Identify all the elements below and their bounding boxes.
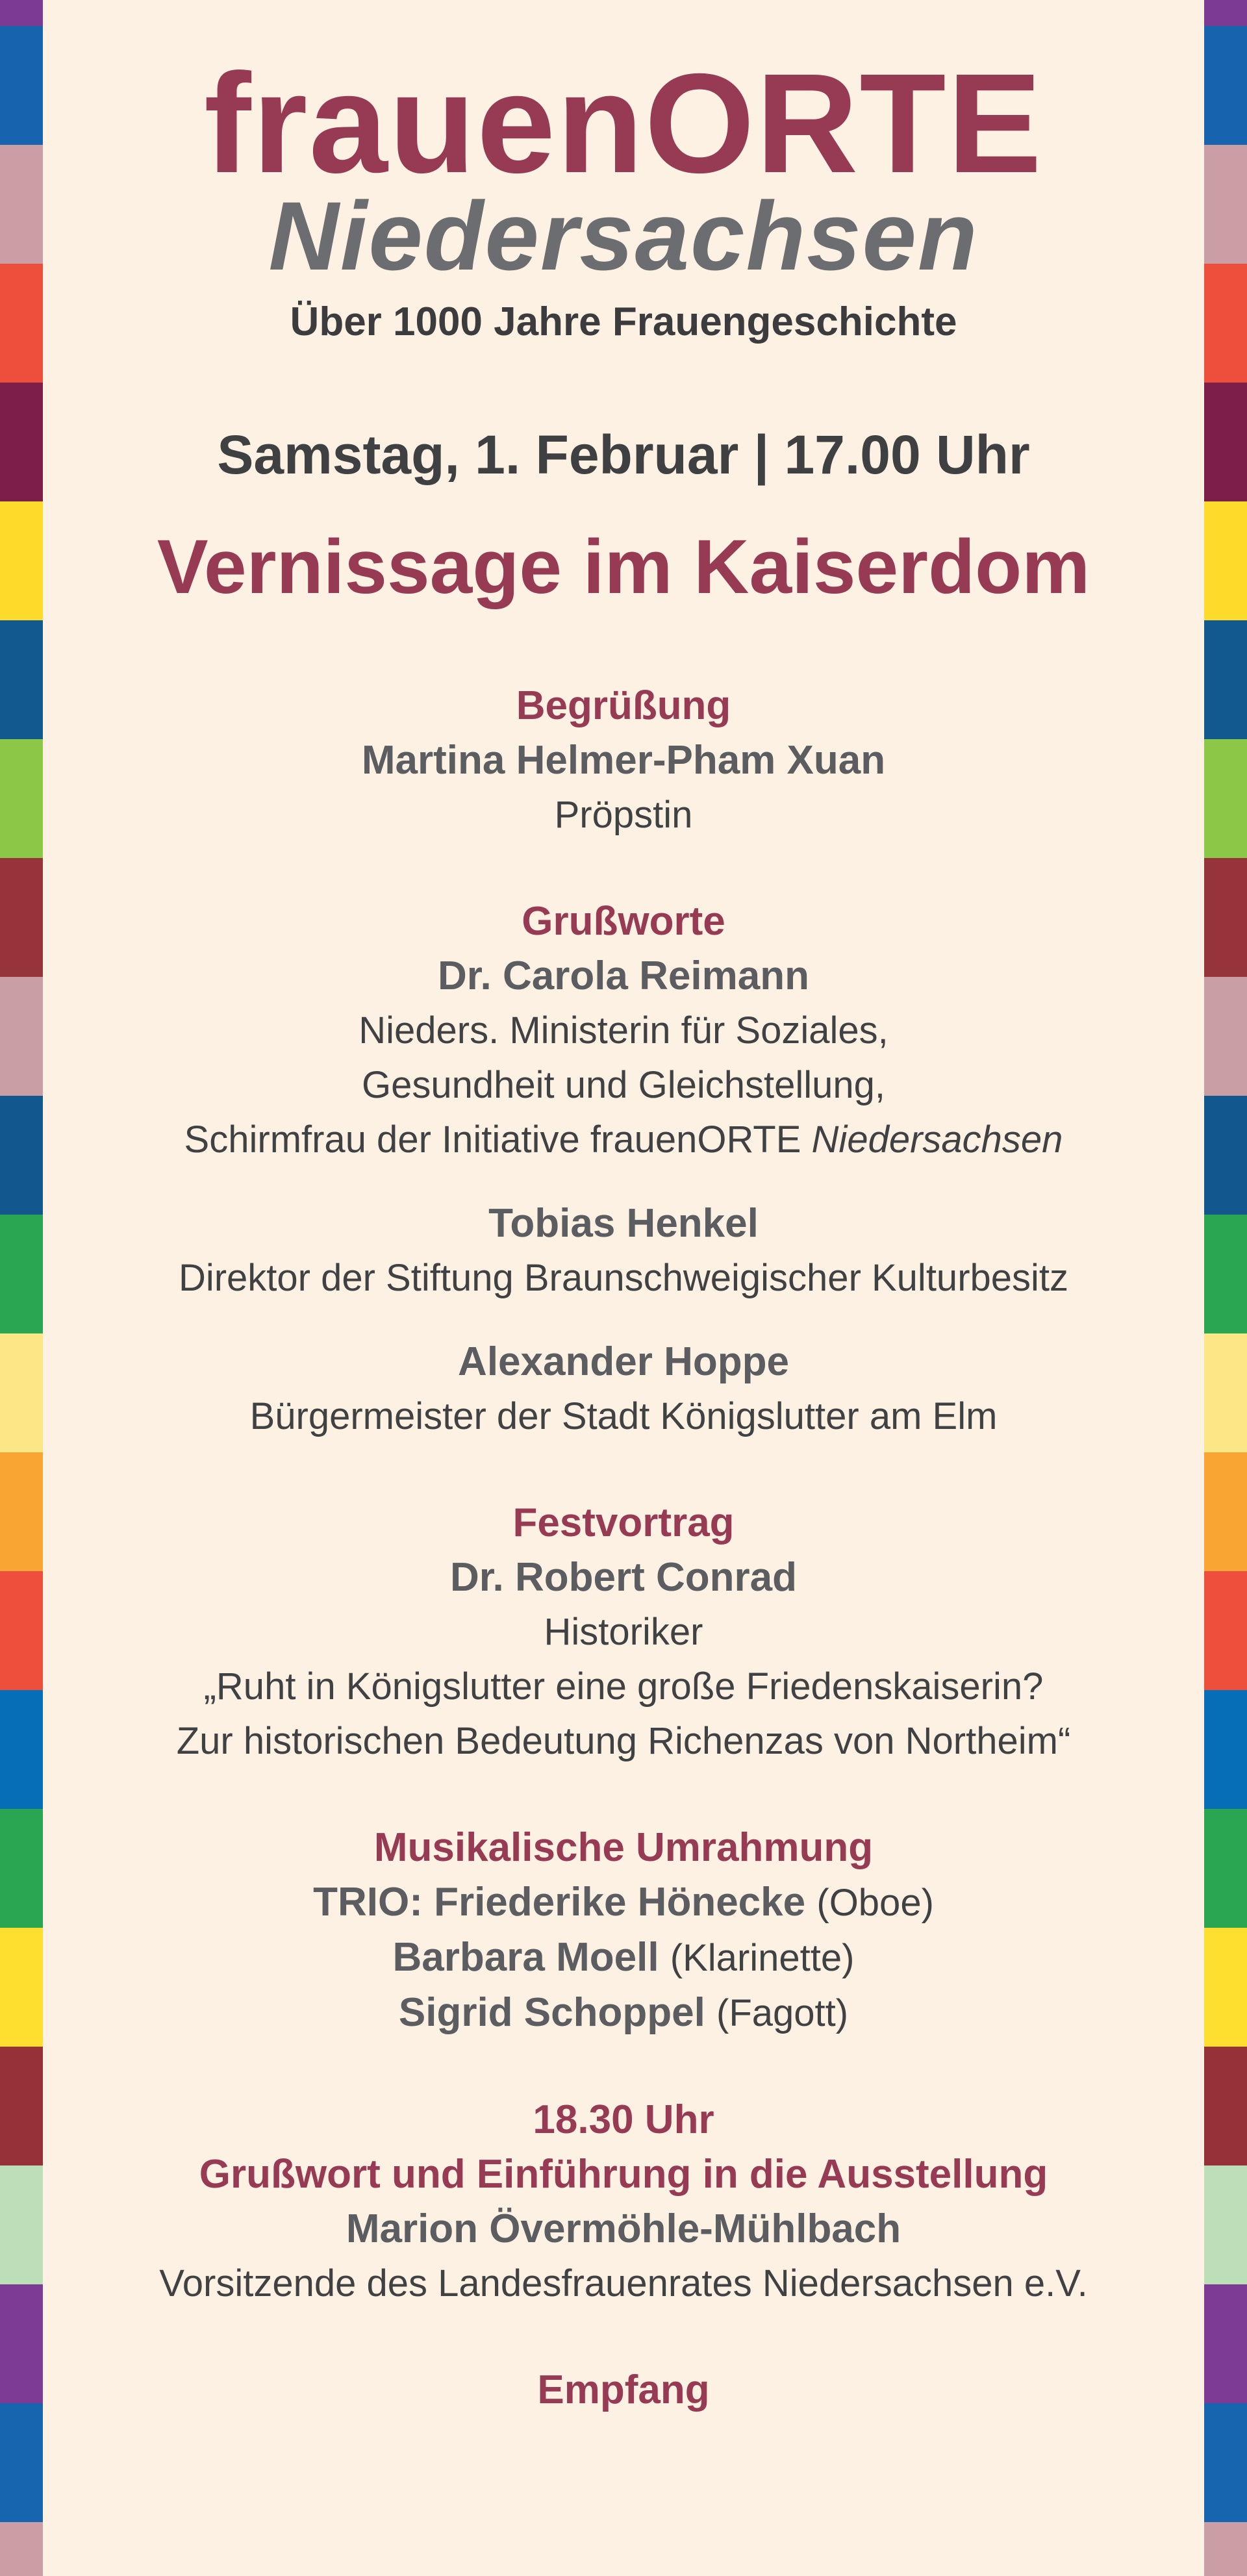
color-swatch xyxy=(1204,0,1247,26)
instrument: (Oboe) xyxy=(816,1882,934,1924)
color-swatch xyxy=(1204,1452,1247,1571)
color-swatch xyxy=(1204,2522,1247,2576)
section-festvortrag xyxy=(43,1496,1204,1769)
color-swatch xyxy=(1204,1571,1247,1690)
color-swatch xyxy=(0,739,43,858)
speaker-role-italic: Niedersachsen xyxy=(811,1118,1063,1161)
color-swatch xyxy=(0,1096,43,1215)
color-swatch xyxy=(0,2403,43,2522)
tagline: Über 1000 Jahre Frauengeschichte xyxy=(290,299,957,344)
speaker-role: Direktor der Stiftung Braunschweigischer Kulturbesitz xyxy=(178,1257,1069,1299)
speaker-name: Dr. Carola Reimann xyxy=(438,953,809,998)
color-swatch xyxy=(1204,739,1247,858)
color-swatch xyxy=(0,383,43,501)
section-heading: Musikalische Umrahmung xyxy=(373,1825,874,1870)
color-swatch xyxy=(0,2522,43,2576)
color-swatch xyxy=(0,858,43,977)
color-swatch xyxy=(1204,858,1247,977)
section-ausstellung xyxy=(43,2093,1204,2311)
section-time: 18.30 Uhr xyxy=(533,2097,714,2142)
flyer-content xyxy=(43,0,1204,2576)
section-begruessung xyxy=(43,679,1204,842)
musician-name: TRIO: Friederike Hönecke xyxy=(313,1880,806,1925)
color-swatch xyxy=(0,264,43,383)
section-heading: Begrüßung xyxy=(516,683,731,728)
logo-title: frauenORTE xyxy=(204,45,1043,203)
right-color-stripe xyxy=(1204,0,1247,2576)
left-color-stripe xyxy=(0,0,43,2576)
speaker-name: Dr. Robert Conrad xyxy=(450,1555,797,1600)
color-swatch xyxy=(1204,1215,1247,1333)
color-swatch xyxy=(0,1215,43,1333)
speaker-role-text: Schirmfrau der Initiative frauenORTE xyxy=(184,1118,801,1161)
speaker-role xyxy=(43,1113,1204,1167)
musician-line xyxy=(43,1986,1204,2041)
color-swatch xyxy=(1204,2166,1247,2284)
section-empfang xyxy=(43,2363,1204,2418)
color-swatch xyxy=(0,977,43,1096)
instrument: (Klarinette) xyxy=(670,1937,855,1979)
color-swatch xyxy=(0,1690,43,1809)
speaker-role: Historiker xyxy=(544,1611,703,1653)
color-swatch xyxy=(1204,383,1247,501)
color-swatch xyxy=(1204,145,1247,264)
color-swatch xyxy=(0,1809,43,1928)
program xyxy=(43,679,1204,2418)
color-swatch xyxy=(0,2284,43,2403)
lecture-title: Zur historischen Bedeutung Richenzas von Northeim“ xyxy=(176,1720,1071,1762)
speaker-role: Vorsitzende des Landesfrauenrates Niedersachsen e.V. xyxy=(159,2262,1088,2305)
event-title: Vernissage im Kaiserdom xyxy=(157,524,1090,610)
lecture-title: „Ruht in Königslutter eine große Friedenskaiserin? xyxy=(203,1665,1044,1708)
color-swatch xyxy=(0,1452,43,1571)
section-heading: Empfang xyxy=(537,2368,710,2412)
color-swatch xyxy=(0,26,43,145)
color-swatch xyxy=(0,145,43,264)
color-swatch xyxy=(1204,264,1247,383)
color-swatch xyxy=(1204,1096,1247,1215)
speaker-name: Marion Övermöhle-Mühlbach xyxy=(346,2206,901,2251)
instrument: (Fagott) xyxy=(716,1992,849,2034)
musician-line xyxy=(43,1875,1204,1930)
color-swatch xyxy=(0,2166,43,2284)
speaker-block xyxy=(43,1196,1204,1306)
section-heading: Festvortrag xyxy=(512,1500,735,1545)
section-heading: Grußworte xyxy=(522,899,725,944)
speaker-name: Alexander Hoppe xyxy=(458,1339,789,1384)
color-swatch xyxy=(1204,1690,1247,1809)
color-swatch xyxy=(0,1333,43,1452)
color-swatch xyxy=(1204,501,1247,620)
color-swatch xyxy=(0,0,43,26)
logo-subtitle: Niedersachsen xyxy=(268,181,979,290)
speaker-role: Bürgermeister der Stadt Königslutter am Elm xyxy=(249,1395,998,1437)
speaker-role: Pröpstin xyxy=(554,794,693,836)
color-swatch xyxy=(1204,1809,1247,1928)
section-musik xyxy=(43,1821,1204,2041)
section-heading: Grußwort und Einführung in die Ausstellung xyxy=(199,2152,1048,2197)
color-swatch xyxy=(1204,1928,1247,2047)
speaker-role: Nieders. Ministerin für Soziales, xyxy=(359,1009,888,1052)
section-grussworte xyxy=(43,894,1204,1444)
color-swatch xyxy=(0,620,43,739)
color-swatch xyxy=(0,501,43,620)
musician-name: Sigrid Schoppel xyxy=(398,1990,705,2035)
color-swatch xyxy=(0,1928,43,2047)
color-swatch xyxy=(0,2047,43,2166)
speaker-block xyxy=(43,1335,1204,1444)
color-swatch xyxy=(1204,620,1247,739)
color-swatch xyxy=(0,1571,43,1690)
musician-line xyxy=(43,1930,1204,1986)
color-swatch xyxy=(1204,2284,1247,2403)
musician-name: Barbara Moell xyxy=(392,1935,659,1980)
speaker-role: Gesundheit und Gleichstellung, xyxy=(361,1064,886,1106)
color-swatch xyxy=(1204,977,1247,1096)
color-swatch xyxy=(1204,2403,1247,2522)
speaker-name: Martina Helmer-Pham Xuan xyxy=(361,738,886,783)
color-swatch xyxy=(1204,26,1247,145)
color-swatch xyxy=(1204,2047,1247,2166)
speaker-name: Tobias Henkel xyxy=(488,1201,759,1246)
color-swatch xyxy=(1204,1333,1247,1452)
event-date: Samstag, 1. Februar | 17.00 Uhr xyxy=(217,424,1030,485)
